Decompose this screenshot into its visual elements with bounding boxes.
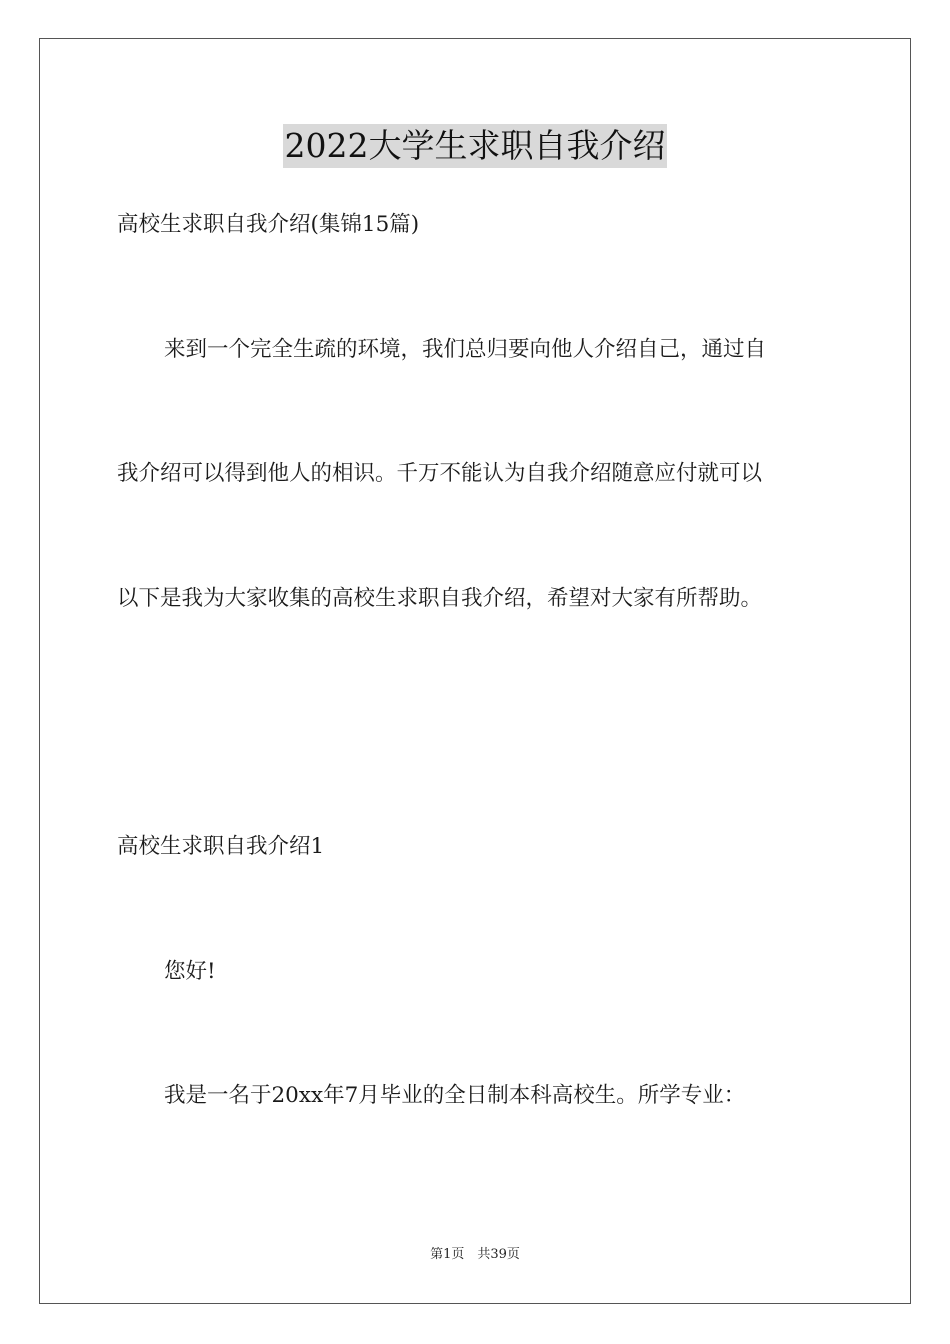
paragraph-line: 我介绍可以得到他人的相识。千万不能认为自我介绍随意应付就可以 [117, 461, 763, 486]
page-number-footer: 第1页 共39页 [430, 1247, 520, 1262]
title-container [0, 124, 950, 168]
document-subtitle: 高校生求职自我介绍(集锦15篇) [117, 212, 420, 237]
paragraph-line: 以下是我为大家收集的高校生求职自我介绍，希望对大家有所帮助。 [117, 586, 763, 611]
greeting-text: 您好! [164, 959, 216, 984]
document-title: 2022大学生求职自我介绍 [283, 124, 668, 168]
section-heading: 高校生求职自我介绍1 [117, 834, 325, 859]
paragraph-line: 我是一名于20xx年7月毕业的全日制本科高校生。所学专业： [164, 1083, 746, 1108]
paragraph-line: 来到一个完全生疏的环境，我们总归要向他人介绍自己，通过自 [164, 337, 767, 362]
